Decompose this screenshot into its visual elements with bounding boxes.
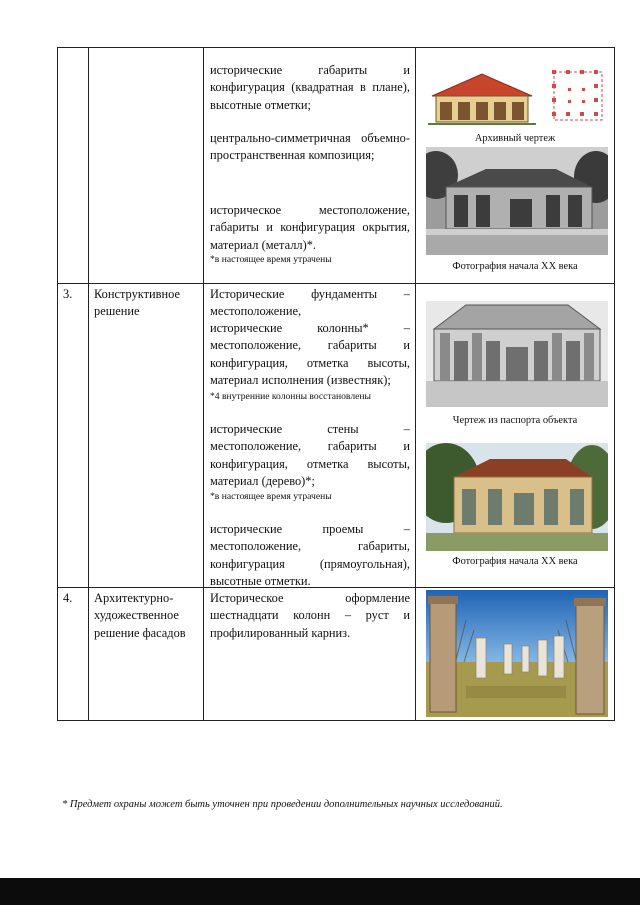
row4-number: 4. [63,591,73,605]
row3-number: 3. [63,287,73,301]
table-border-left [57,47,58,720]
footnote: * Предмет охраны может быть уточнен при проведении дополнительных научных исследований. [62,799,503,810]
row3-caption-2: Фотография начала ХХ века [452,556,578,567]
table-border-bottom [57,720,615,721]
row3-note-1: *4 внутренние колонны восстановлены [210,391,371,402]
plan-drawing [548,66,608,126]
row2-caption-2: Фотография начала ХХ века [452,261,578,272]
historic-photo-icon [426,147,608,255]
columns-photo [426,590,608,717]
table-col-divider-3 [415,47,416,720]
columns-photo-icon [426,590,608,717]
row3-text-1: Исторические фундаменты – местоположение, [210,287,410,319]
row3-text-3: исторические стены – местоположение, габариты и конфигурация, отметка высоты, материал (дерево)*; [210,422,410,489]
archival-drawing-icon [428,72,536,128]
row-divider-3 [57,283,615,284]
row3-name: Конструктивное решение [94,287,180,319]
archival-drawing [428,72,536,128]
table-col-divider-1 [88,47,89,720]
row3-note-2: *в настоящее время утрачены [210,491,332,502]
row4-text: Историческое оформление шестнадцати колонн – руст и профилированный карниз. [210,591,410,640]
color-photo [426,443,608,551]
row4-name: Архитектурно-художественное решение фасадов [94,591,186,640]
row2-note: *в настоящее время утрачены [210,254,332,265]
row2-text-3: историческое местоположение, габариты и конфигурация окрытия, материал (металл)*. [210,203,410,252]
row3-text-4: исторические проемы – местоположение, габариты, конфигурация (прямоугольная), высотные отметки. [210,522,410,589]
historic-photo-1 [426,147,608,255]
passport-drawing-icon [426,301,608,407]
row2-caption-1: Архивный чертеж [474,133,556,144]
scan-bottom-bar [0,878,640,905]
row2-text-2: центрально-симметричная объемно-пространственная композиция; [210,131,410,163]
passport-drawing [426,301,608,407]
row3-caption-1: Чертеж из паспорта объекта [452,415,578,426]
row2-text-1: исторические габариты и конфигурация (квадратная в плане), высотные отметки; [210,63,410,112]
color-photo-icon [426,443,608,551]
plan-drawing-icon [548,66,608,126]
table-border-top [57,47,615,48]
row3-text-2: исторические колонны* – местоположение, габариты и конфигурация, отметка высоты, материал исполнения (известняк); [210,321,410,388]
table-border-right [614,47,615,720]
table-col-divider-2 [203,47,204,720]
